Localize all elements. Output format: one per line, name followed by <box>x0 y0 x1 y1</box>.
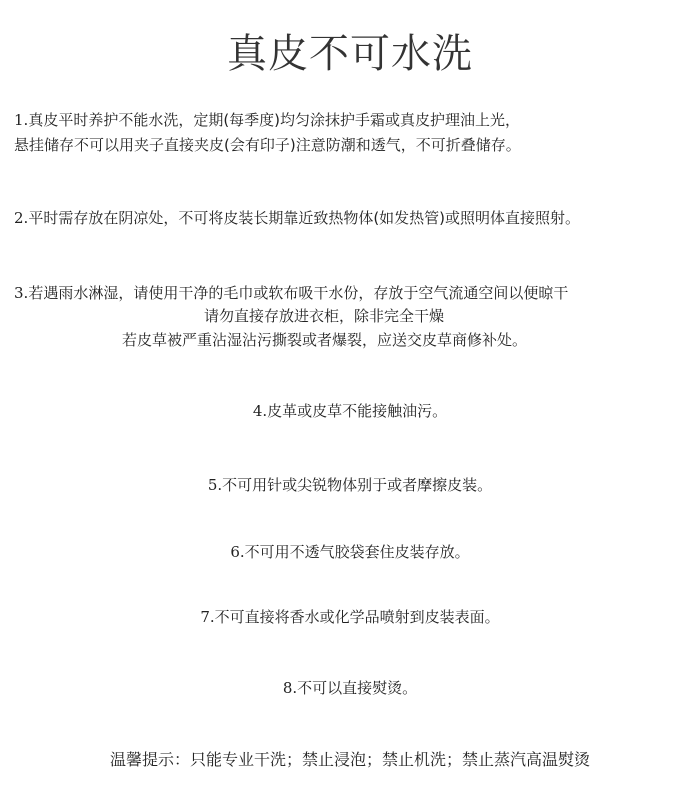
instruction-5-number: 5. <box>207 476 223 494</box>
instruction-item-8 <box>0 676 700 701</box>
instruction-8-text: 不可以直接熨烫。 <box>297 679 418 697</box>
instruction-item-6 <box>0 540 700 565</box>
instruction-item-5 <box>0 473 700 498</box>
footer-tip: 温馨提示：只能专业干洗；禁止浸泡；禁止机洗；禁止蒸汽高温熨烫 <box>109 750 590 769</box>
instruction-item-1 <box>14 108 521 158</box>
page-title: 真皮不可水洗 <box>227 31 473 77</box>
instruction-2-line-1: 2.平时需存放在阴凉处，不可将皮装长期靠近致热物体(如发热管)或照明体直接照射。 <box>14 209 581 227</box>
instruction-3-line-1: 3.若遇雨水淋湿，请使用干净的毛巾或软布吸干水份，存放于空气流通空间以便晾干 <box>14 284 569 302</box>
instruction-8-number: 8. <box>282 679 298 697</box>
instruction-1-number: 1. <box>14 111 29 129</box>
instruction-3-line-2: 请勿直接存放进衣柜，除非完全干燥 <box>204 307 445 325</box>
instruction-1-line-2: 悬挂储存不可以用夹子直接夹皮(会有印子)注意防潮和透气，不可折叠储存。 <box>14 136 521 154</box>
instruction-3-line-3: 若皮草被严重沾湿沾污撕裂或者爆裂，应送交皮草商修补处。 <box>122 331 528 349</box>
instruction-4-number: 4. <box>252 402 268 420</box>
instruction-3-number: 3. <box>14 284 29 302</box>
instruction-1-line-1: 1.真皮平时养护不能水洗，定期(每季度)均匀涂抹护手霜或真皮护理油上光， <box>14 111 521 129</box>
instruction-item-2 <box>14 206 580 231</box>
instruction-6-number: 6. <box>230 543 245 561</box>
instruction-item-3 <box>14 281 568 306</box>
instruction-4-text: 皮革或皮草不能接触油污。 <box>267 402 448 420</box>
instruction-item-7 <box>0 605 700 630</box>
instruction-2-number: 2. <box>14 209 29 227</box>
instruction-7-text: 不可直接将香水或化学品喷射到皮装表面。 <box>214 608 500 626</box>
instruction-item-4 <box>0 399 700 424</box>
instruction-6-text: 不可用不透气胶袋套住皮装存放。 <box>244 543 470 561</box>
instruction-7-number: 7. <box>200 608 215 626</box>
instruction-5-text: 不可用针或尖锐物体别于或者摩擦皮装。 <box>222 476 493 494</box>
